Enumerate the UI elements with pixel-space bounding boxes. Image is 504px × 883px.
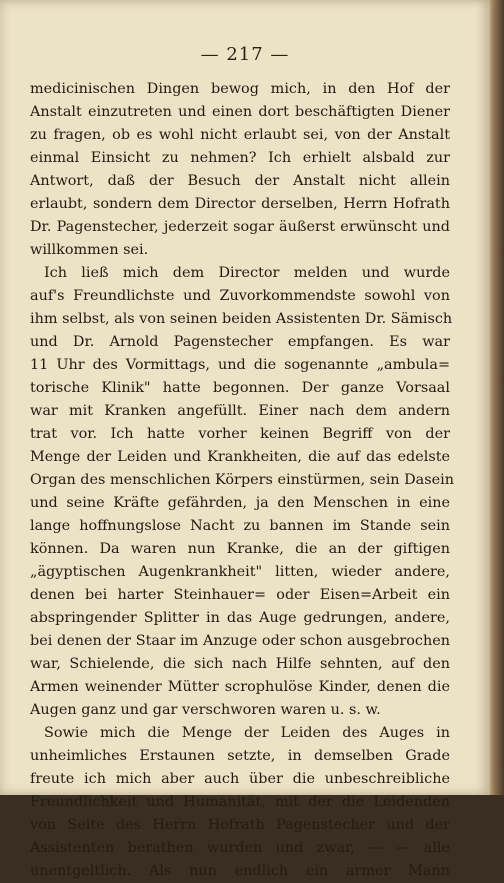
text-line: und Dr. Arnold Pagenstecher empfangen. Es war [30,334,450,350]
text-line: willkommen sei. [30,242,149,258]
text-line: medicinischen Dingen bewog mich, in den Hof der [30,81,450,97]
text-line: einmal Einsicht zu nehmen? Ich erhielt alsbald zur [30,150,450,166]
text-line: zu fragen, ob es wohl nicht erlaubt sei, von der Anstalt [30,127,450,143]
text-line: war, Schielende, die sich nach Hilfe sehnten, auf den [30,656,450,672]
text-line: Freundlichkeit und Humanität, mit der die Leidenden [30,794,450,810]
text-line: auf's Freundlichste und Zuvorkommendste sowohl von [30,288,450,304]
text-line: Assistenten berathen wurden und zwar, — — alle [30,840,450,856]
text-line: Antwort, daß der Besuch der Anstalt nicht allein [30,173,450,189]
text-line: war mit Kranken angefüllt. Einer nach dem andern [30,403,450,419]
page-edge [490,0,504,795]
text-line: erlaubt, sondern dem Director derselben, Herrn Hofrath [30,196,450,212]
page-body-text [30,78,455,883]
text-line: von Seite des Herrn Hofrath Pagenstecher und der [30,817,450,833]
text-line: Dr. Pagenstecher, jederzeit sogar äußerst erwünscht und [30,219,450,235]
text-line: Sowie mich die Menge der Leiden des Auges in [44,725,450,741]
text-line: Armen weinender Mütter scrophulöse Kinder, denen die [30,679,450,695]
text-line: Augen ganz und gar verschworen waren u. s. w. [30,702,381,718]
text-line: trat vor. Ich hatte vorher keinen Begriff von der [30,426,450,442]
text-line: abspringender Splitter in das Auge gedrungen, andere, [30,610,450,626]
text-line: und seine Kräfte gefährden, ja den Menschen in eine [30,495,450,511]
text-line: unheimliches Erstaunen setzte, in demselben Grade [30,748,450,764]
text-line: Menge der Leiden und Krankheiten, die auf das edelste [30,449,450,465]
text-line: 11 Uhr des Vormittags, und die sogenannte „ambula= [30,357,450,373]
text-line: ihm selbst, als von seinen beiden Assistenten Dr. Sämisch [30,311,453,327]
text-line: unentgeltlich. Als nun endlich ein armer Mann [30,863,450,879]
text-line: lange hoffnungslose Nacht zu bannen im Stande sein [30,518,450,534]
text-line: Ich ließ mich dem Director melden und wurde [44,265,450,281]
text-line: freute ich mich aber auch über die unbeschreibliche [30,771,450,787]
text-line: können. Da waren nun Kranke, die an der giftigen [30,541,450,557]
text-line: „ägyptischen Augenkrankheit" litten, wieder andere, [30,564,450,580]
page-number: — 217 — [200,44,290,65]
text-line: Organ des menschlichen Körpers einstürmen, sein Dasein [30,472,455,488]
text-line: torische Klinik" hatte begonnen. Der ganze Vorsaal [30,380,450,396]
text-line: Anstalt einzutreten und einen dort beschäftigten Diener [30,104,450,120]
text-line: bei denen der Staar im Anzuge oder schon ausgebrochen [30,633,450,649]
text-line: denen bei harter Steinhauer= oder Eisen=Arbeit ein [30,587,450,603]
